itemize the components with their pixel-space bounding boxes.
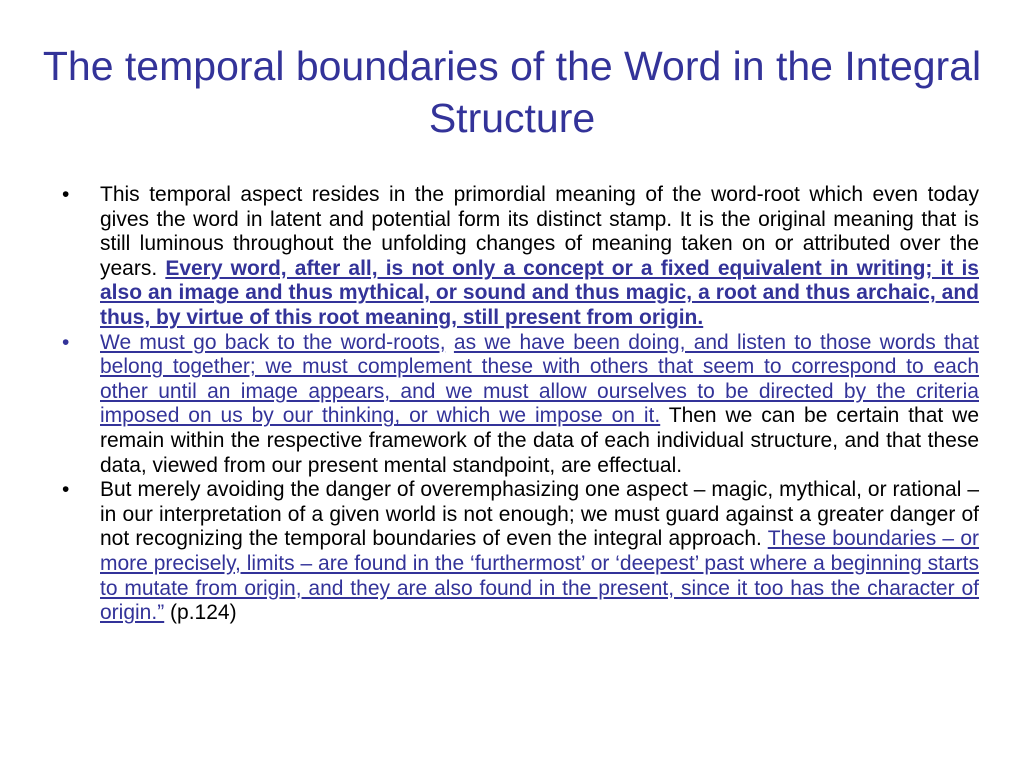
bullet-list	[60, 183, 979, 626]
quote-link-every-word[interactable]: Every word, after all, is not only a concept or a fixed equivalent in writing; it is also an image and thus mythical, or sound and thus magic, a root and thus archaic, and thus, by virtue of this root meaning, still present from origin.	[100, 256, 979, 329]
slide-title: The temporal boundaries of the Word in the Integral Structure	[42, 43, 982, 141]
bullet-marker: •	[62, 330, 70, 354]
quote-link-boundaries[interactable]: These boundaries – or more precisely, limits – are found in the ‘furthermost’ or ‘deepest’ past where a beginning starts to mutate from origin, and they are also found in the present, since it too has the character of origin.”	[100, 527, 979, 625]
page-citation: (p.124)	[164, 601, 237, 625]
bullet-marker: •	[62, 478, 70, 502]
bullet-marker: •	[62, 183, 70, 206]
bullet-text: Then we can be certain that we remain within the respective framework of the data of each individual structure, and that these data, viewed from our present mental standpoint, are effectual.	[100, 404, 980, 477]
bullet-item	[60, 183, 979, 331]
quote-link-listen-words[interactable]: as we have been doing, and listen to those words that belong together; we must complement these with others that seem to correspond to each other until an image appears, and we must allow ourselves to be directed by the criteria imposed on us by our thinking, or which we impose on it.	[100, 330, 979, 428]
bullet-text: This temporal aspect resides in the primordial meaning of the word-root which even today gives the word in latent and potential form its distinct stamp. It is the original meaning that is still luminous throughout the unfolding changes of meaning taken on or attributed over the years.	[100, 183, 979, 280]
bullet-text: But merely avoiding the danger of overemphasizing one aspect – magic, mythical, or rational – in our interpretation of a given world is not enough; we must guard against a greater danger of not recognizing the temporal boundaries of even the integral approach.	[100, 478, 979, 551]
bullet-item	[60, 331, 979, 479]
quote-link-word-roots[interactable]: We must go back to the word-roots,	[100, 330, 446, 354]
bullet-item	[60, 478, 979, 626]
